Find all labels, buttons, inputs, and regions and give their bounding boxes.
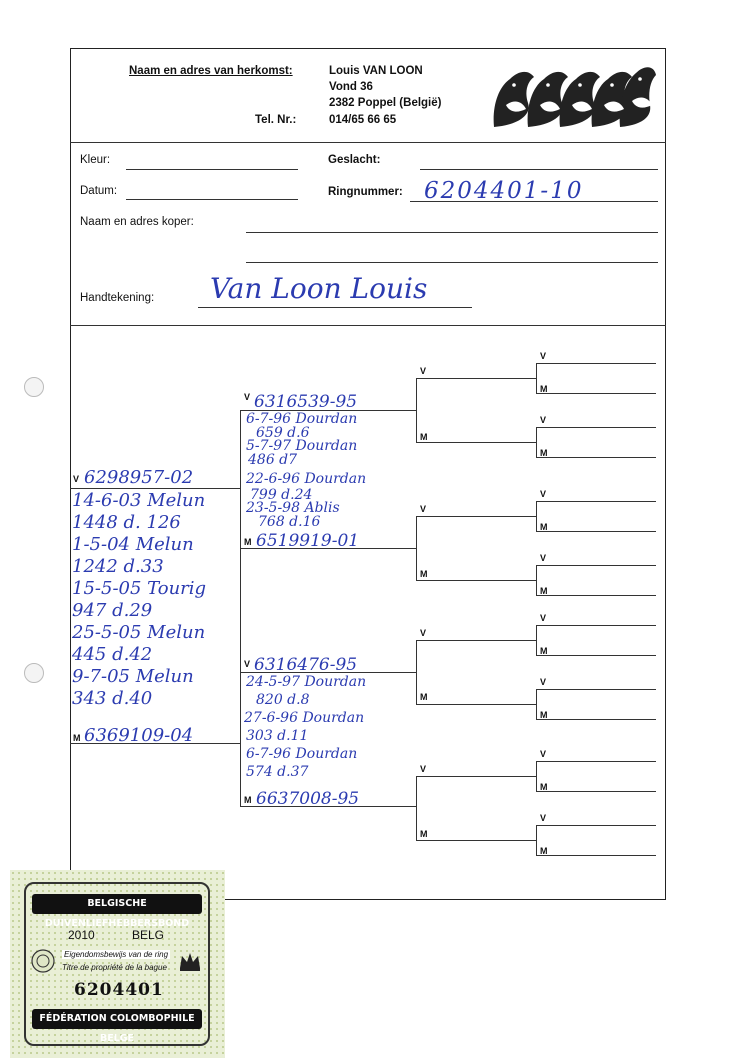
mark-m: M <box>540 782 548 792</box>
mark-v: V <box>540 813 547 823</box>
gen4-bracket-4 <box>536 565 537 595</box>
damsire-result: 24-5-97 Dourdan <box>246 674 367 690</box>
stamp-year: 2010 <box>68 928 95 942</box>
pigeons-logo <box>488 57 658 133</box>
gen4-line-1b <box>536 393 656 394</box>
sire-bracket <box>240 410 241 548</box>
gen4-line-4a <box>536 565 656 566</box>
stamp-line-1: Eigendomsbewijs van de ring <box>64 950 169 959</box>
damsire-dam-ring: 6637008-95 <box>256 789 360 809</box>
stamp-line-2: Titre de propriété de la bague <box>62 963 167 972</box>
gen4-line-7a <box>536 761 656 762</box>
sire-result: 6-7-96 Dourdan <box>246 411 358 427</box>
sire-result: 486 d7 <box>248 452 298 468</box>
stamp-bottom-band: FÉDÉRATION COLOMBOPHILE BELGE <box>32 1009 202 1029</box>
subject-result: 25-5-05 Melun <box>72 622 206 643</box>
gen3-line-a2 <box>416 442 536 443</box>
damsire-result: 27-6-96 Dourdan <box>244 710 365 726</box>
subject-result: 343 d.40 <box>72 688 153 709</box>
mark-v: V <box>540 351 547 361</box>
subject-result: 947 d.29 <box>72 600 153 621</box>
gen4-line-2a <box>536 427 656 428</box>
subject-dam-ring: 6369109-04 <box>84 725 194 746</box>
gen4-line-6a <box>536 689 656 690</box>
subject-result: 1448 d. 126 <box>72 512 181 533</box>
gen4-bracket-8 <box>536 825 537 855</box>
gen4-line-8a <box>536 825 656 826</box>
mark-m: M <box>540 522 548 532</box>
gen4-line-7b <box>536 791 656 792</box>
koper-field-line-2 <box>246 262 658 263</box>
gen4-bracket-7 <box>536 761 537 791</box>
sire-result: 23-5-98 Ablis <box>246 500 340 516</box>
mark-m: M <box>540 846 548 856</box>
mark-v: V <box>540 489 547 499</box>
gen2-bracket-a <box>416 378 417 442</box>
handtekening-label: Handtekening: <box>80 292 155 304</box>
owner-street: Vond 36 <box>329 81 373 93</box>
gen3-line-d1 <box>416 776 536 777</box>
gen3-line-d2 <box>416 840 536 841</box>
ringnummer-label: Ringnummer: <box>328 186 403 198</box>
mark-m: M <box>73 733 81 743</box>
gen4-bracket-5 <box>536 625 537 655</box>
gen4-line-5a <box>536 625 656 626</box>
mark-v: V <box>540 415 547 425</box>
subject-ring: 6298957-02 <box>84 467 194 488</box>
mark-v: V <box>244 659 251 669</box>
gen4-line-3b <box>536 531 656 532</box>
gen4-bracket-6 <box>536 689 537 719</box>
sire-dam-ring: 6519919-01 <box>256 531 360 551</box>
gen3-line-a1 <box>416 378 536 379</box>
gen4-bracket-3 <box>536 501 537 531</box>
mark-m: M <box>540 710 548 720</box>
sire-ring: 6316539-95 <box>254 392 358 412</box>
koper-label: Naam en adres koper: <box>80 216 194 228</box>
mark-m: M <box>540 448 548 458</box>
gen4-bracket-1 <box>536 363 537 393</box>
koper-field-line-1 <box>246 232 658 233</box>
ringnummer-value: 6204401-10 <box>424 178 584 204</box>
punch-hole-top <box>24 377 44 397</box>
mark-m: M <box>420 569 428 579</box>
mark-m: M <box>420 829 428 839</box>
sire-result: 768 d.16 <box>258 514 321 530</box>
gen3-line-c1 <box>416 640 536 641</box>
signature: Van Loon Louis <box>210 272 428 305</box>
gen4-line-2b <box>536 457 656 458</box>
damsire-result: 303 d.11 <box>246 728 309 744</box>
gen3-line-c2 <box>416 704 536 705</box>
stamp-crown-icon <box>178 950 202 972</box>
mark-v: V <box>420 366 427 376</box>
sire-result: 659 d.6 <box>256 425 310 441</box>
mark-m: M <box>540 384 548 394</box>
subject-result: 445 d.42 <box>72 644 153 665</box>
kleur-field-line <box>126 169 298 170</box>
datum-field-line <box>126 199 298 200</box>
subject-result: 9-7-05 Melun <box>72 666 194 687</box>
gen4-line-1a <box>536 363 656 364</box>
kleur-label: Kleur: <box>80 154 111 166</box>
stamp-ring-icon <box>30 948 56 974</box>
stamp-country: BELG <box>132 928 165 942</box>
damsire-ring: 6316476-95 <box>254 655 358 675</box>
mark-m: M <box>420 432 428 442</box>
mark-v: V <box>420 628 427 638</box>
geslacht-label: Geslacht: <box>328 154 381 166</box>
damsire-result: 574 d.37 <box>246 764 309 780</box>
mark-v: V <box>73 474 80 484</box>
mark-m: M <box>540 586 548 596</box>
mark-v: V <box>420 504 427 514</box>
geslacht-field-line <box>420 169 658 170</box>
mark-v: V <box>540 677 547 687</box>
subject-result: 14-6-03 Melun <box>72 490 206 511</box>
mark-m: M <box>540 646 548 656</box>
gen4-line-5b <box>536 655 656 656</box>
gen4-line-3a <box>536 501 656 502</box>
owner-phone: 014/65 66 65 <box>329 114 397 126</box>
mark-v: V <box>540 749 547 759</box>
subject-result: 15-5-05 Tourig <box>72 578 207 599</box>
gen2-bracket-b <box>416 516 417 580</box>
subject-result: 1242 d.33 <box>72 556 164 577</box>
damsire-result: 820 d.8 <box>256 692 310 708</box>
mark-v: V <box>540 553 547 563</box>
sire-result: 799 d.24 <box>250 487 313 503</box>
sire-result: 5-7-97 Dourdan <box>246 438 358 454</box>
mark-v: V <box>420 764 427 774</box>
mark-m: M <box>244 795 252 805</box>
datum-label: Datum: <box>80 185 118 197</box>
gen2-bracket-d <box>416 776 417 840</box>
stamp-top-band: BELGISCHE DUIVENLIEFHEBBERSBOND <box>32 894 202 914</box>
damsire-result: 6-7-96 Dourdan <box>246 746 358 762</box>
fields-divider <box>70 325 666 326</box>
gen2-bracket-c <box>416 640 417 704</box>
subject-result: 1-5-04 Melun <box>72 534 194 555</box>
stamp-ring-number: 6204401 <box>74 980 164 1000</box>
mark-v: V <box>540 613 547 623</box>
owner-name: Louis VAN LOON <box>329 65 423 77</box>
subject-line <box>70 488 240 489</box>
sire-result: 22-6-96 Dourdan <box>246 471 367 487</box>
gen3-line-b1 <box>416 516 536 517</box>
mark-m: M <box>420 692 428 702</box>
gen3-line-b2 <box>416 580 536 581</box>
handtekening-field-line <box>198 307 472 308</box>
header-divider <box>70 142 666 143</box>
gen4-bracket-2 <box>536 427 537 457</box>
mark-m: M <box>244 537 252 547</box>
owner-city: 2382 Poppel (België) <box>329 97 442 109</box>
tel-label: Tel. Nr.: <box>255 114 297 126</box>
gen4-line-8b <box>536 855 656 856</box>
ownership-stamp <box>10 870 225 1058</box>
punch-hole-bottom <box>24 663 44 683</box>
mark-v: V <box>244 392 251 402</box>
gen4-line-6b <box>536 719 656 720</box>
gen4-line-4b <box>536 595 656 596</box>
origin-label: Naam en adres van herkomst: <box>129 65 293 77</box>
